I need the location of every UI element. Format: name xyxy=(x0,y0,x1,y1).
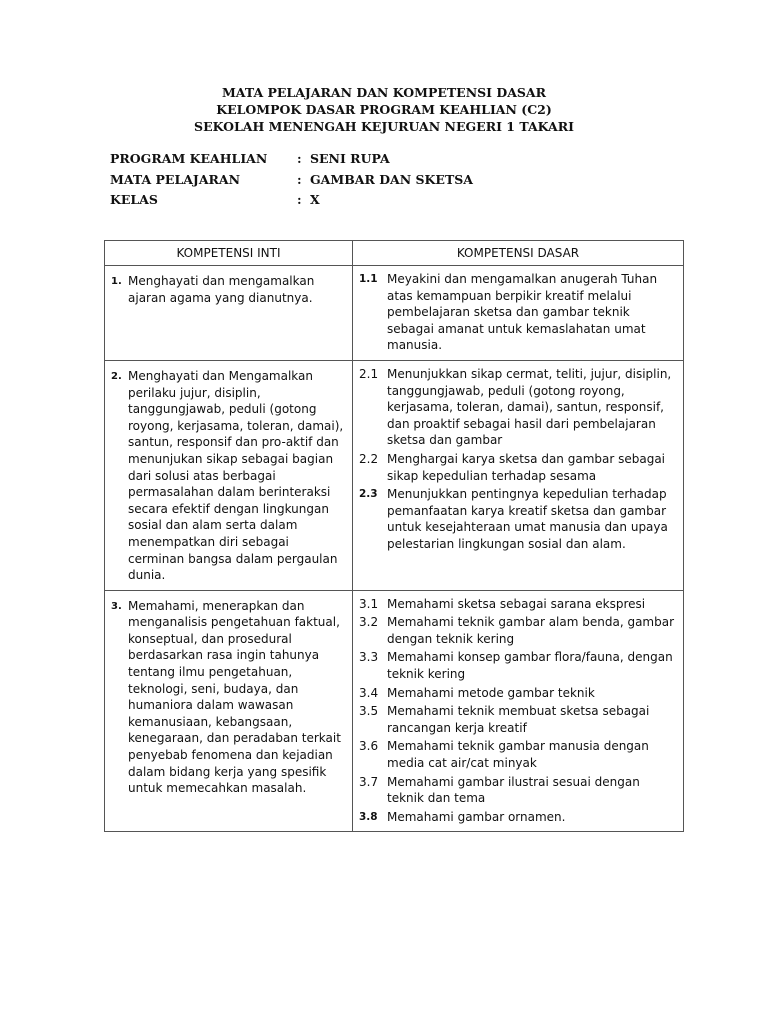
meta-colon: : xyxy=(297,192,302,207)
kd-text: Menunjukkan pentingnya kepedulian terhadap pemanfaatan karya kreatif sketsa dan gambar untuk kesejahteraan umat manusia dan upaya pelestarian lingkungan sosial dan alam. xyxy=(387,487,668,551)
kd-number: 3.6 xyxy=(359,739,379,754)
kd-text: Menunjukkan sikap cermat, teliti, jujur, disiplin, tanggungjawab, peduli (gotong royong, kerjasama, toleran, damai), santun, responsif, dan proaktif sebagai hasil dari pembelajaran sketsa dan gambar xyxy=(387,366,672,448)
kd-item xyxy=(359,614,677,647)
title-line-3: SEKOLAH MENENGAH KEJURUAN NEGERI 1 TAKARI xyxy=(194,119,574,134)
meta-value: SENI RUPA xyxy=(310,151,390,166)
ki-text: Memahami, menerapkan dan menganalisis pengetahuan faktual, konseptual, dan prosedural berdasarkan rasa ingin tahunya tentang ilmu pengetahuan, teknologi, seni, budaya, dan humaniora dalam wawasan kemanusiaan, kebangsaan, kenegaraan, dan peradaban terkait penyebab fenomena dan kejadian dalam bidang kerja yang spesifik untuk memecahkan masalah. xyxy=(128,598,341,796)
ki-item xyxy=(111,273,346,306)
kd-item xyxy=(359,809,677,826)
kd-number: 1.1 xyxy=(359,273,378,285)
kd-cell xyxy=(353,266,684,361)
ki-text: Menghayati dan Mengamalkan perilaku jujur, disiplin, tanggungjawab, peduli (gotong royong, kerjasama, toleran, damai), santun, responsif dan pro-aktif dan menunjukan sikap sebagai bagian dari solusi atas berbagai permasalahan dalam berinteraksi secara efektif dengan lingkungan sosial dan alam serta dalam menempatkan diri sebagai cerminan bangsa dalam pergaulan dunia. xyxy=(128,368,344,583)
kd-item xyxy=(359,271,677,354)
ki-number: 3. xyxy=(111,600,122,612)
header-kompetensi-dasar: KOMPETENSI DASAR xyxy=(353,241,684,266)
kd-number: 2.3 xyxy=(359,488,378,501)
kd-number: 2.1 xyxy=(359,366,379,381)
ki-cell xyxy=(105,266,353,361)
kd-text: Memahami gambar ornamen. xyxy=(387,809,566,824)
kd-number: 3.7 xyxy=(359,774,379,789)
ki-item xyxy=(111,368,346,584)
meta-label: MATA PELAJARAN xyxy=(110,171,241,187)
ki-item xyxy=(111,598,346,797)
title-line-2: KELOMPOK DASAR PROGRAM KEAHLIAN (C2) xyxy=(216,102,552,117)
ki-number: 1. xyxy=(111,276,122,287)
competency-table xyxy=(104,240,684,832)
ki-text: Menghayati dan mengamalkan ajaran agama yang dianutnya. xyxy=(128,274,315,305)
ki-number: 2. xyxy=(111,370,122,382)
kd-text: Memahami konsep gambar flora/fauna, dengan teknik kering xyxy=(387,650,673,682)
kd-text: Memahami teknik membuat sketsa sebagai rancangan kerja kreatif xyxy=(387,704,650,735)
kd-number: 3.8 xyxy=(359,810,378,823)
meta-label: PROGRAM KEAHLIAN xyxy=(110,151,268,166)
meta-colon: : xyxy=(297,151,302,166)
kd-item xyxy=(359,685,677,702)
kd-item xyxy=(359,451,677,484)
header-kompetensi-inti: KOMPETENSI INTI xyxy=(105,241,353,266)
meta-value: GAMBAR DAN SKETSA xyxy=(310,171,473,187)
kd-number: 3.3 xyxy=(359,650,379,665)
document-title xyxy=(0,84,768,135)
meta-label: KELAS xyxy=(110,192,158,207)
kd-item xyxy=(359,649,677,682)
table-header-row xyxy=(105,241,684,266)
table-row xyxy=(105,590,684,832)
kd-item xyxy=(359,738,677,771)
kd-item xyxy=(359,486,677,552)
kd-number: 3.2 xyxy=(359,615,379,630)
kd-item xyxy=(359,703,677,736)
table-row xyxy=(105,266,684,361)
kd-number: 3.5 xyxy=(359,704,379,719)
kd-number: 3.1 xyxy=(359,596,379,611)
ki-cell xyxy=(105,590,353,832)
kd-text: Meyakini dan mengamalkan anugerah Tuhan atas kemampuan berpikir kreatif melalui pembelajaran sketsa dan gambar teknik sebagai amanat untuk kemaslahatan umat manusia. xyxy=(387,272,658,353)
kd-text: Menghargai karya sketsa dan gambar sebagai sikap kepedulian terhadap sesama xyxy=(387,451,666,483)
kd-text: Memahami teknik gambar manusia dengan media cat air/cat minyak xyxy=(387,739,649,771)
kd-item xyxy=(359,774,677,807)
kd-number: 3.4 xyxy=(359,685,379,700)
kd-cell xyxy=(353,590,684,832)
kd-text: Memahami metode gambar teknik xyxy=(387,685,595,700)
kd-item xyxy=(359,366,677,449)
title-line-1: MATA PELAJARAN DAN KOMPETENSI DASAR xyxy=(221,85,547,100)
kd-number: 2.2 xyxy=(359,451,379,466)
kd-text: Memahami teknik gambar alam benda, gambar dengan teknik kering xyxy=(387,615,675,646)
kd-cell xyxy=(353,360,684,590)
kd-text: Memahami sketsa sebagai sarana ekspresi xyxy=(387,596,646,611)
table-row xyxy=(105,360,684,590)
meta-value: X xyxy=(310,192,320,207)
kd-item xyxy=(359,596,677,613)
meta-colon: : xyxy=(297,171,302,187)
ki-cell xyxy=(105,360,353,590)
kd-text: Memahami gambar ilustrai sesuai dengan teknik dan tema xyxy=(387,774,640,806)
